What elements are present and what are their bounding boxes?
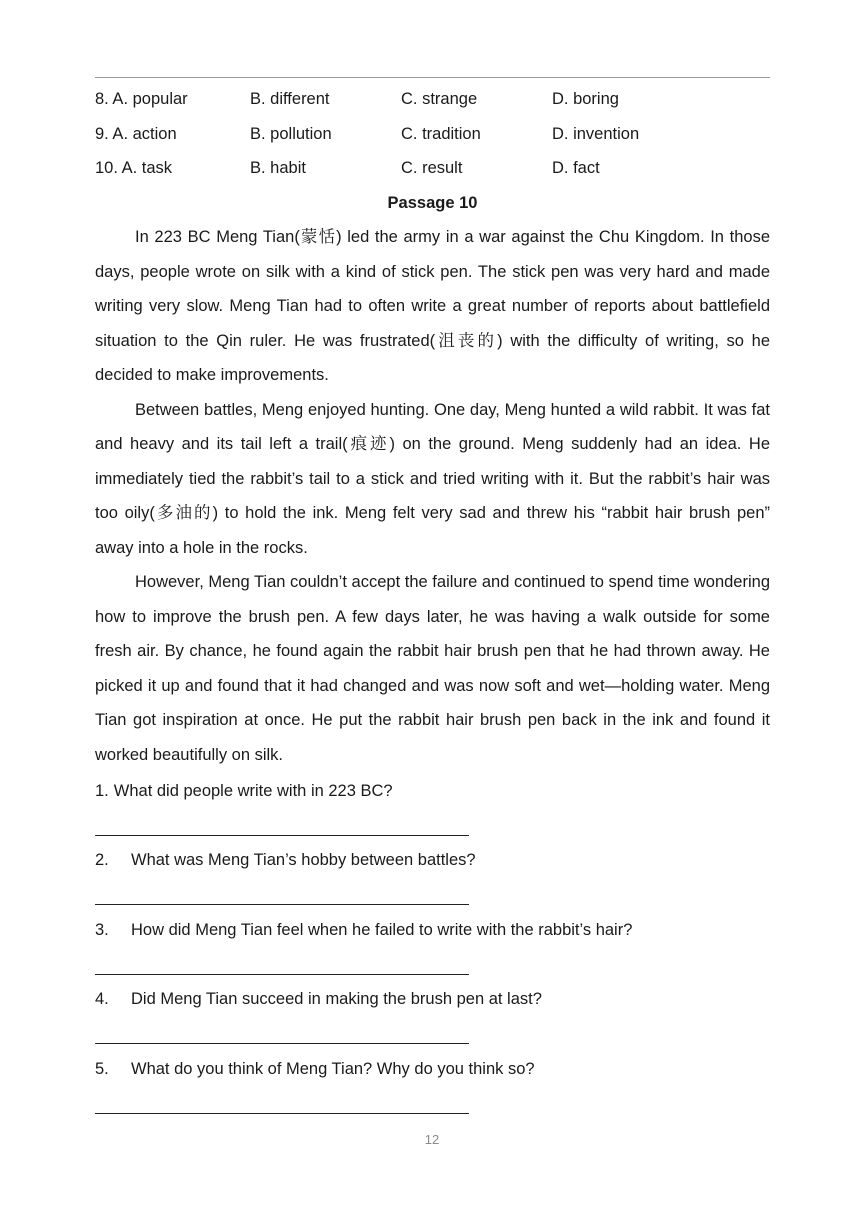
question-number: 4. [95,990,109,1009]
question-text: How did Meng Tian feel when he failed to write with the rabbit’s hair? [131,920,633,939]
answer-line[interactable] [95,1043,469,1044]
option-c: C. strange [401,90,478,108]
question-text: What was Meng Tian’s hobby between battles? [131,851,476,870]
option-d: D. invention [552,124,640,143]
page-number: 12 [424,1132,440,1147]
multiple-choice-options [95,87,770,191]
option-row-9 [95,122,770,157]
option-c: C. tradition [401,124,481,143]
option-d: D. fact [552,159,600,177]
option-row-8 [95,87,770,122]
option-a: 9. A. action [95,124,177,143]
question-number: 1. [95,782,109,800]
passage-title: Passage 10 [387,194,478,212]
option-row-10 [95,156,770,191]
answer-line[interactable] [95,1113,469,1114]
answer-line[interactable] [95,974,469,975]
passage-paragraph: In 223 BC Meng Tian(蒙恬) led the army in a war against the Chu Kingdom. In those days, people wrote on silk with a kind of stick pen. The stick pen was very hard and made writing very slow. Meng Tian had to often write a great number of reports about battlefield situation to the Qin ruler. He was frustrated(沮丧的) with the difficulty of writing, so he decided to make improvements. [95,228,770,384]
passage-paragraph: Between battles, Meng enjoyed hunting. One day, Meng hunted a wild rabbit. It was fat and heavy and its tail left a trail(痕迹) on the ground. Meng suddenly had an idea. He immediately tied the rabbit’s tail to a stick and tried writing with it. But the rabbit’s hair was too oily(多油的) to hold the ink. Meng felt very sad and threw his “rabbit hair brush pen” away into a hole in the rocks. [95,400,770,557]
option-a: 8. A. popular [95,90,188,108]
option-a: 10. A. task [95,159,173,177]
question-item [95,843,770,912]
question-item [95,774,770,843]
option-b: B. habit [250,159,306,177]
question-number: 3. [95,920,109,939]
question-text: What do you think of Meng Tian? Why do you think so? [131,1059,535,1078]
question-text: Did Meng Tian succeed in making the brush pen at last? [131,990,542,1009]
answer-line[interactable] [95,835,469,836]
option-d: D. boring [552,90,619,108]
passage-paragraph: However, Meng Tian couldn’t accept the failure and continued to spend time wondering how to improve the brush pen. A few days later, he was having a walk outside for some fresh air. By chance, he found again the rabbit hair brush pen that he had thrown away. He picked it up and found that it had changed and was now soft and wet—holding water. Meng Tian got inspiration at once. He put the rabbit hair brush pen back in the ink and found it worked beautifully on silk. [95,573,770,764]
answer-line[interactable] [95,904,469,905]
option-b: B. pollution [250,124,332,143]
question-list [95,774,770,1121]
question-item [95,913,770,982]
question-number: 5. [95,1059,109,1078]
top-divider [95,77,770,78]
question-item [95,1052,770,1121]
question-text: What did people write with in 223 BC? [113,782,393,800]
option-b: B. different [250,90,330,108]
question-item [95,982,770,1051]
passage-body [95,220,770,772]
question-number: 2. [95,851,109,870]
option-c: C. result [401,159,463,177]
